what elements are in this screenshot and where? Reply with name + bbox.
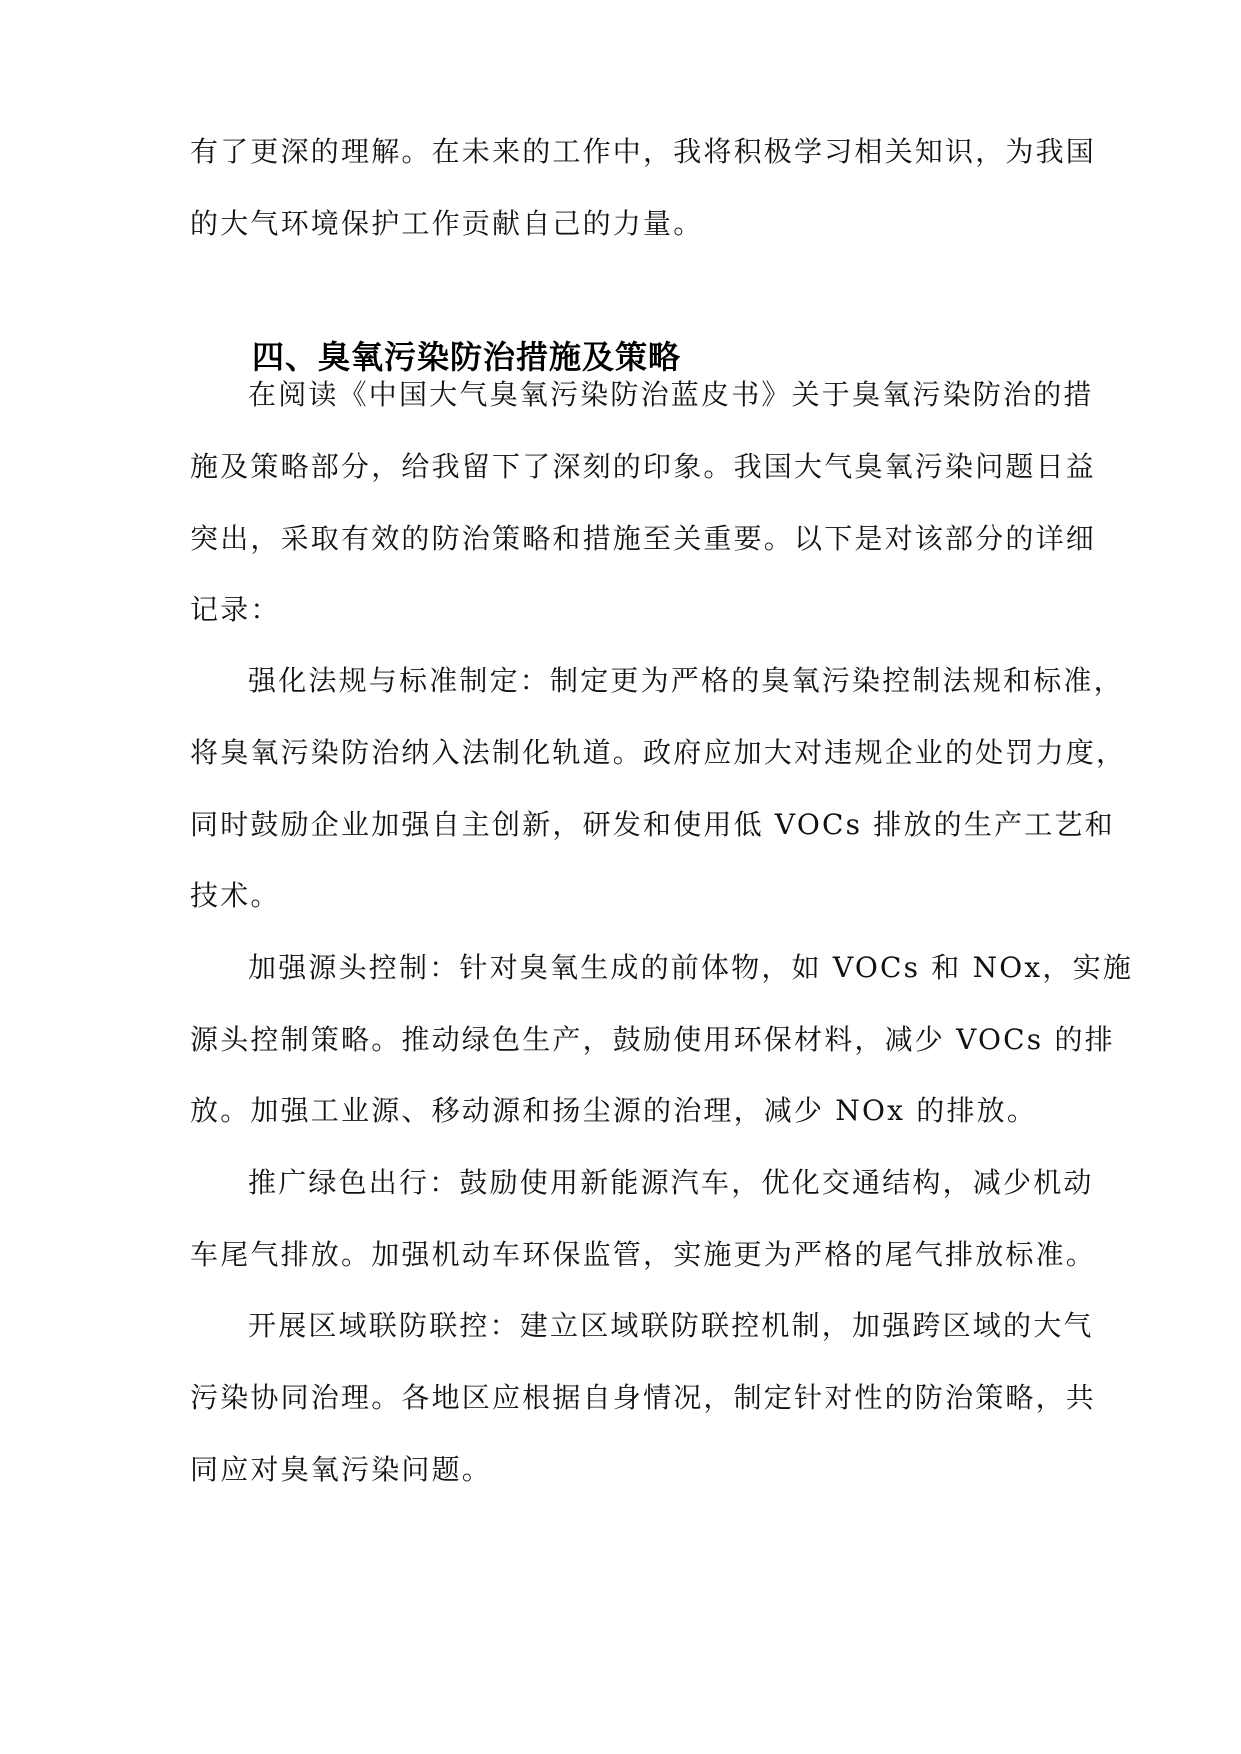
item-regulation-line-4: 技术。 xyxy=(190,879,281,912)
item-source-control-line-3: 放。加强工业源、移动源和扬尘源的治理，减少 NOx 的排放。 xyxy=(190,1094,1038,1127)
item-regional-control-line-1: 开展区域联防联控：建立区域联防联控机制，加强跨区域的大气 xyxy=(248,1309,1094,1342)
item-green-travel-line-1: 推广绿色出行：鼓励使用新能源汽车，优化交通结构，减少机动 xyxy=(248,1166,1094,1199)
item-regional-control-line-3: 同应对臭氧污染问题。 xyxy=(190,1453,493,1486)
item-source-control-line-1: 加强源头控制：针对臭氧生成的前体物，如 VOCs 和 NOx，实施 xyxy=(248,951,1134,984)
item-regulation-line-3: 同时鼓励企业加强自主创新，研发和使用低 VOCs 排放的生产工艺和 xyxy=(190,808,1115,841)
intro-line-1: 在阅读《中国大气臭氧污染防治蓝皮书》关于臭氧污染防治的措 xyxy=(248,378,1094,411)
intro-line-4: 记录： xyxy=(190,593,281,626)
continuation-line-1: 有了更深的理解。在未来的工作中，我将积极学习相关知识，为我国 xyxy=(190,135,1097,168)
intro-line-3: 突出，采取有效的防治策略和措施至关重要。以下是对该部分的详细 xyxy=(190,522,1097,555)
intro-line-2: 施及策略部分，给我留下了深刻的印象。我国大气臭氧污染问题日益 xyxy=(190,450,1097,483)
item-regulation-line-1: 强化法规与标准制定：制定更为严格的臭氧污染控制法规和标准， xyxy=(248,664,1124,697)
continuation-line-2: 的大气环境保护工作贡献自己的力量。 xyxy=(190,207,704,240)
item-regional-control-line-2: 污染协同治理。各地区应根据自身情况，制定针对性的防治策略，共 xyxy=(190,1381,1097,1414)
section-heading: 四、臭氧污染防治措施及策略 xyxy=(252,338,682,376)
item-source-control-line-2: 源头控制策略。推动绿色生产，鼓励使用环保材料，减少 VOCs 的排 xyxy=(190,1023,1115,1056)
item-green-travel-line-2: 车尾气排放。加强机动车环保监管，实施更为严格的尾气排放标准。 xyxy=(190,1238,1097,1271)
item-regulation-line-2: 将臭氧污染防治纳入法制化轨道。政府应加大对违规企业的处罚力度， xyxy=(190,736,1127,769)
